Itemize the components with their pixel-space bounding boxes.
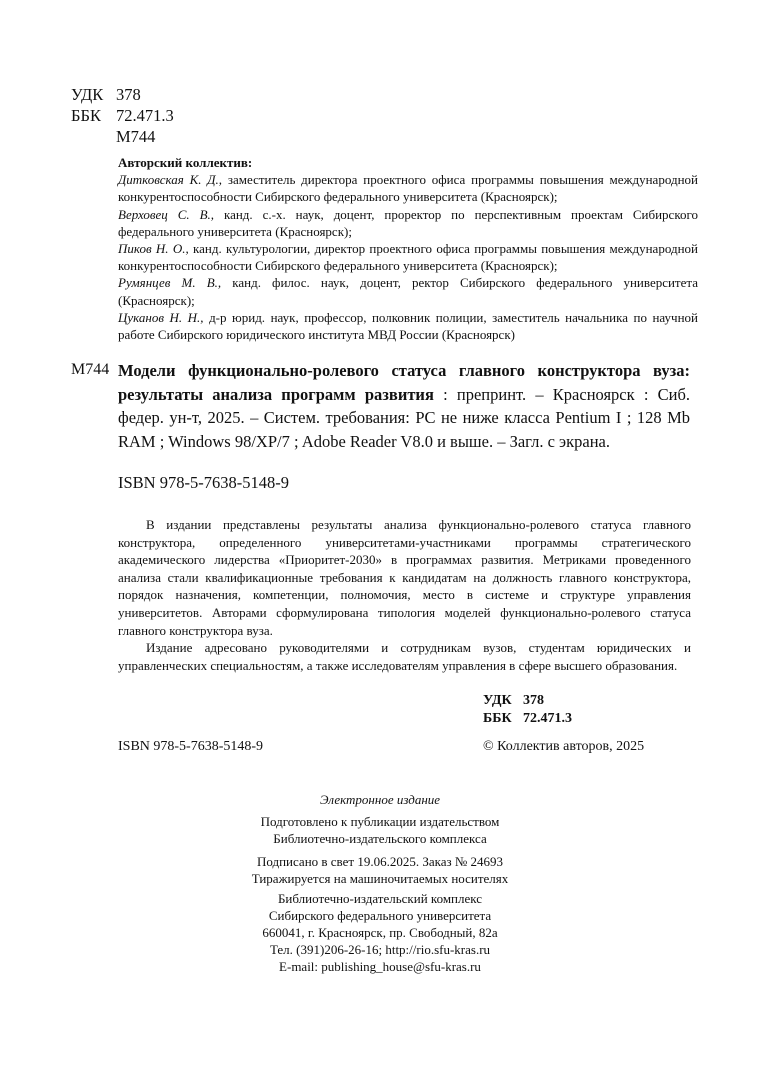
publisher-email: E-mail: publishing_house@sfu-kras.ru [279,959,481,974]
publisher-info: Библиотечно-издательский комплекс Сибирского федерального университета 660041, г. Красноярск, пр. Свободный, 82а Тел. (391)206-26-16; http://rio.sfu-kras.ru E-mail: publishing_house@sfu-kras.ru [180,890,580,975]
footer-udk: УДК 378 [483,693,544,708]
author-entry: Румянцев М. В., канд. филос. наук, доцент, ректор Сибирского федерального университета (Красноярск); [118,275,698,308]
author-entry: Пиков Н. О., канд. культурологии, директор проектного офиса программы повышения международной конкурентоспособности Сибирского федерального университета (Красноярск); [118,241,698,274]
author-name: Дитковская К. Д., [118,172,223,188]
prepared-by: Подготовлено к публикации издательством Библиотечно-издательского комплекса [260,814,500,846]
author-name: Цуканов Н. Н., [118,309,204,325]
edition-type: Электронное издание [319,792,441,807]
abstract-paragraph: Издание адресовано руководителями и сотрудникам вузов, студентам юридических и управленческих специальностям, а также исследователям управления в сфере высшего образования. [118,640,691,673]
abstract [118,516,691,674]
udk-line [71,84,141,106]
author-name: Пиков Н. О., [118,241,189,257]
footer-codes [483,692,572,728]
author-entry: Дитковская К. Д., заместитель директора проектного офиса программы повышения международной конкурентоспособности Сибирского федерального университета (Красноярск); [118,172,698,205]
footer-bbk: ББК 72.471.3 [483,711,572,726]
bib-entry [118,359,690,453]
author-entry: Верховец С. В., канд. с.-х. наук, доцент, проректор по перспективным проектам Сибирского федерального университета (Красноярск); [118,206,698,239]
author-entry: Цуканов Н. Н., д-р юрид. наук, профессор, полковник полиции, заместитель начальника по научной работе Сибирского юридического института МВД России (Красноярск) [118,309,698,343]
footer-isbn: ISBN 978-5-7638-5148-9 [118,739,264,754]
publisher-address: 660041, г. Красноярск, пр. Свободный, 82а [262,925,498,940]
udk-label: УДК [71,85,104,104]
author-name: Верховец С. В., [118,206,215,222]
bib-author-mark: М744 [71,361,110,378]
authors-heading: Авторский коллектив: [118,155,253,170]
bib-details: : препринт. – Красноярск : Сиб. федер. ун-т, 2025. – Систем. требования: PC не ниже класса Pentium I ; 128 Mb RAM ; Windows 98/XP/7 ; Adobe Reader V8.0 и выше. – Загл. с экрана. [118,384,690,451]
udk-value: 378 [116,85,141,104]
copyright: © Коллектив авторов, 2025 [483,739,645,754]
publication-info: Подписано в свет 19.06.2025. Заказ № 24693 Тиражируется на машиночитаемых носителях [251,854,509,886]
author-name: Румянцев М. В., [118,275,222,291]
bbk-label: ББК [71,106,101,125]
authors-block [118,154,698,343]
author-mark: М744 [116,127,156,146]
book-title: Модели функционально-ролевого статуса главного конструктора вуза: результаты анализа программ развития [118,361,690,404]
bbk-line [71,105,174,127]
bbk-value: 72.471.3 [116,106,174,125]
publisher-phone: Тел. (391)206-26-16; http://rio.sfu-kras.ru [269,942,491,957]
isbn: ISBN 978-5-7638-5148-9 [118,473,289,492]
abstract-paragraph: В издании представлены результаты анализа функционально-ролевого статуса главного конструктора, определенного университетами-участниками программы стратегического академического лидерства «Приоритет-2030» в программах развития. Метриками проведенного анализа стали квалификационные требования к кандидатам на должность главного конструктора, порядок назначения, компетенции, полномочия, место в системе и структуре управления университетов. Авторами сформулирована типология моделей функционально-ролевого статуса главного конструктора вуза. [118,517,691,638]
